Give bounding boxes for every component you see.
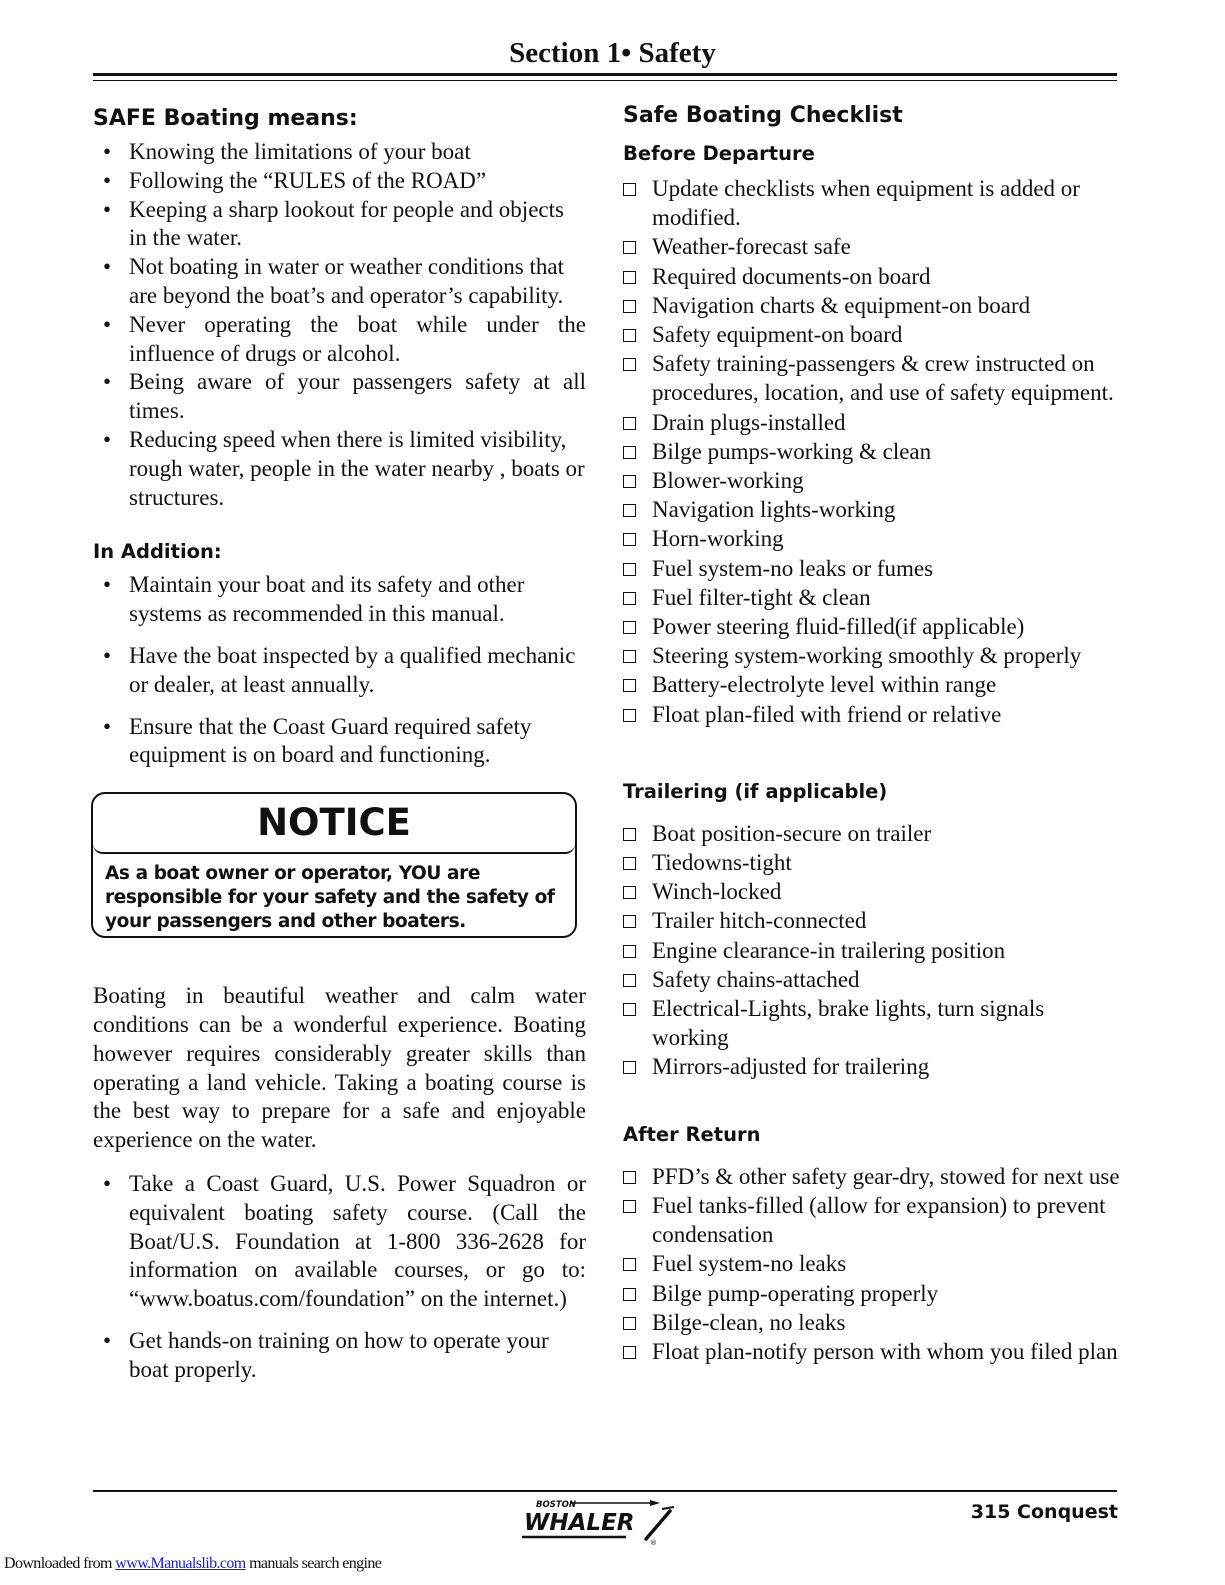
- checkbox-icon: [623, 1061, 636, 1074]
- manualslib-link[interactable]: www.Manualslib.com: [115, 1555, 246, 1572]
- course-list: [93, 1170, 586, 1385]
- checkbox-icon: [623, 1317, 636, 1330]
- checklist-item: Navigation lights-working: [623, 495, 1123, 524]
- checklist-item: Required documents-on board: [623, 262, 1123, 291]
- list-item: • Never operating the boat while under the influence of drugs or alcohol.: [103, 311, 586, 366]
- checkbox-icon: [623, 857, 636, 870]
- checkbox-icon: [623, 300, 636, 313]
- list-item: • Take a Coast Guard, U.S. Power Squadron or equivalent boating safety course. (Call the Boat/U.S. Foundation at 1-800 336-2628 for information on available courses, or go to: “www.boatus.com/foundation” on the internet.): [103, 1170, 586, 1312]
- checkbox-icon: [623, 621, 636, 634]
- checkbox-icon: [623, 504, 636, 517]
- checkbox-icon: [623, 533, 636, 546]
- checkbox-icon: [623, 1003, 636, 1016]
- after-return-checklist: [623, 1162, 1123, 1366]
- download-prefix: Downloaded from: [4, 1555, 112, 1572]
- checkbox-icon: [623, 915, 636, 928]
- notice-body: As a boat owner or operator, YOU are responsible for your safety and the safety of your passengers and other boaters.: [105, 863, 555, 933]
- checklist-item: Winch-locked: [623, 877, 1123, 906]
- in-addition-list: [93, 571, 586, 770]
- download-suffix: manuals search engine: [249, 1555, 382, 1572]
- checklist-item: Electrical-Lights, brake lights, turn signals working: [623, 994, 1123, 1052]
- checklist-item: Bilge-clean, no leaks: [623, 1308, 1123, 1337]
- checklist-heading: Safe Boating Checklist: [623, 103, 903, 128]
- checklist-item: Fuel system-no leaks: [623, 1249, 1123, 1278]
- list-item: • Being aware of your passengers safety at all times.: [103, 369, 586, 424]
- checkbox-icon: [623, 709, 636, 722]
- checklist-item: Bilge pump-operating properly: [623, 1279, 1123, 1308]
- checkbox-icon: [623, 271, 636, 284]
- safe-boating-list: [93, 138, 586, 512]
- checkbox-icon: [623, 679, 636, 692]
- checklist-item: Steering system-working smoothly & properly: [623, 641, 1123, 670]
- checkbox-icon: [623, 241, 636, 254]
- list-item: • Not boating in water or weather conditions that are beyond the boat’s and operator’s capability.: [103, 254, 564, 308]
- list-item: • Keeping a sharp lookout for people and objects in the water.: [103, 196, 564, 251]
- list-item: • Ensure that the Coast Guard required safety equipment is on board and functioning.: [103, 713, 532, 768]
- checkbox-icon: [623, 475, 636, 488]
- checkbox-icon: [623, 1258, 636, 1271]
- svg-text:BOSTON: BOSTON: [536, 1500, 576, 1510]
- checklist-item: Weather-forecast safe: [623, 232, 1123, 261]
- checkbox-icon: [623, 446, 636, 459]
- checklist-item: PFD’s & other safety gear-dry, stowed for next use: [623, 1162, 1123, 1191]
- safe-boating-heading: SAFE Boating means:: [93, 106, 358, 131]
- header-rule-thin: [93, 80, 1117, 81]
- checkbox-icon: [623, 563, 636, 576]
- checkbox-icon: [623, 1346, 636, 1359]
- checklist-item: Horn-working: [623, 524, 1123, 553]
- checkbox-icon: [623, 945, 636, 958]
- checklist-item: Safety equipment-on board: [623, 320, 1123, 349]
- checklist-item: Bilge pumps-working & clean: [623, 437, 1123, 466]
- notice-box: [91, 792, 577, 938]
- boston-whaler-logo: [522, 1497, 678, 1554]
- checkbox-icon: [623, 650, 636, 663]
- in-addition-heading: In Addition:: [93, 540, 222, 564]
- checklist-item: Power steering fluid-filled(if applicable): [623, 612, 1123, 641]
- trailering-checklist: [623, 819, 1123, 1082]
- before-departure-heading: Before Departure: [623, 142, 815, 165]
- checklist-item: Float plan-notify person with whom you filed plan: [623, 1337, 1123, 1366]
- checklist-item: Boat position-secure on trailer: [623, 819, 1123, 848]
- header-rule-thick: [93, 73, 1117, 76]
- checklist-item: Battery-electrolyte level within range: [623, 670, 1123, 699]
- trailering-heading: Trailering (if applicable): [623, 779, 888, 803]
- checklist-item: Blower-working: [623, 466, 1123, 495]
- notice-title: NOTICE: [93, 794, 575, 854]
- left-column: [93, 100, 586, 1385]
- checkbox-icon: [623, 1200, 636, 1213]
- list-item: • Reducing speed when there is limited visibility, rough water, people in the water nearby , boats or structures.: [103, 426, 585, 510]
- checkbox-icon: [623, 417, 636, 430]
- list-item: • Following the “RULES of the ROAD”: [103, 167, 487, 193]
- checklist-item: Safety chains-attached: [623, 965, 1123, 994]
- model-name: 315 Conquest: [970, 1501, 1118, 1523]
- list-item: • Have the boat inspected by a qualified mechanic or dealer, at least annually.: [103, 642, 576, 697]
- checklist-item: Mirrors-adjusted for trailering: [623, 1052, 1123, 1081]
- checklist-item: Fuel filter-tight & clean: [623, 583, 1123, 612]
- list-item: • Knowing the limitations of your boat: [103, 139, 471, 164]
- checklist-item: Fuel system-no leaks or fumes: [623, 554, 1123, 583]
- page-title: Section 1• Safety: [509, 37, 716, 69]
- checklist-item: Tiedowns-tight: [623, 848, 1123, 877]
- svg-text:WHALER: WHALER: [524, 1510, 635, 1536]
- footer-rule: [93, 1490, 1117, 1492]
- download-credit: [4, 1555, 381, 1573]
- checklist-item: Fuel tanks-filled (allow for expansion) to prevent condensation: [623, 1191, 1123, 1249]
- checkbox-icon: [623, 1171, 636, 1184]
- before-departure-checklist: [623, 174, 1123, 729]
- checklist-item: Drain plugs-installed: [623, 408, 1123, 437]
- checkbox-icon: [623, 886, 636, 899]
- after-return-heading: After Return: [623, 1122, 761, 1146]
- checklist-item: Navigation charts & equipment-on board: [623, 291, 1123, 320]
- checkbox-icon: [623, 828, 636, 841]
- checklist-item: Safety training-passengers & crew instructed on procedures, location, and use of safety equipment.: [623, 349, 1123, 407]
- checklist-item: Float plan-filed with friend or relative: [623, 700, 1123, 729]
- checklist-item: Trailer hitch-connected: [623, 906, 1123, 935]
- list-item: • Get hands-on training on how to operate your boat properly.: [103, 1327, 549, 1382]
- checkbox-icon: [623, 1288, 636, 1301]
- boating-course-paragraph: Boating in beautiful weather and calm water conditions can be a wonderful experience. Boating however requires considerably greater skills than operating a land vehicle. Taking a boating course is the best way to prepare for a safe and enjoyable experience on the water.: [93, 983, 586, 1153]
- right-column: [623, 97, 1123, 1366]
- checkbox-icon: [623, 358, 636, 371]
- checkbox-icon: [623, 974, 636, 987]
- checkbox-icon: [623, 592, 636, 605]
- checkbox-icon: [623, 183, 636, 196]
- svg-text:®: ®: [650, 1539, 657, 1547]
- list-item: • Maintain your boat and its safety and other systems as recommended in this manual.: [103, 572, 525, 627]
- checklist-item: Update checklists when equipment is added or modified.: [623, 174, 1123, 232]
- checklist-item: Engine clearance-in trailering position: [623, 936, 1123, 965]
- checkbox-icon: [623, 329, 636, 342]
